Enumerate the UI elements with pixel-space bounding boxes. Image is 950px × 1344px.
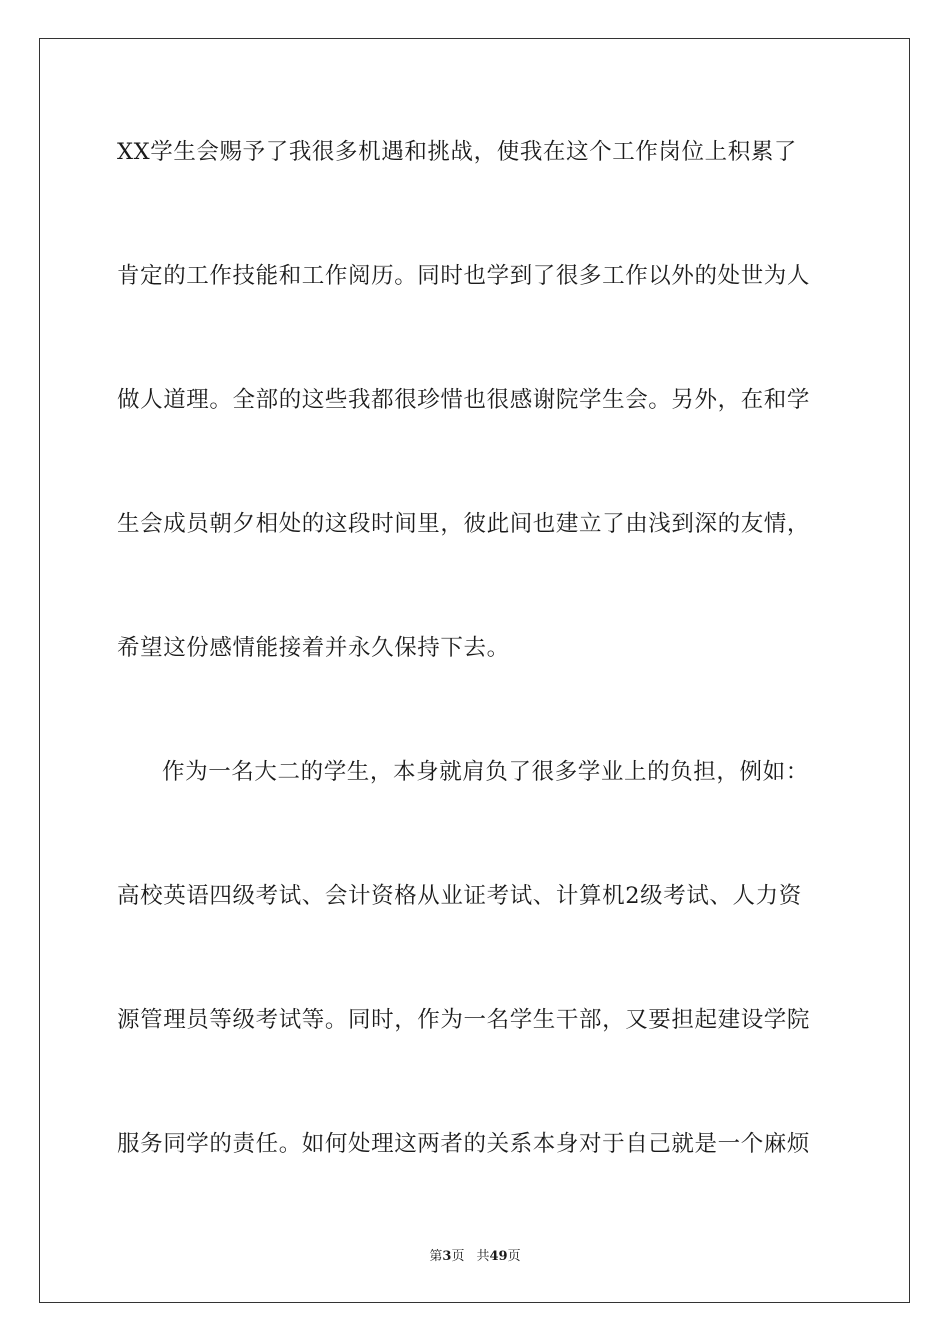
total-prefix: 共 <box>476 1249 490 1264</box>
paragraph-2-line-4: 服务同学的责任。如何处理这两者的关系本身对于自己就是一个麻烦 <box>117 1131 811 1157</box>
paragraph-1-line-2: 肯定的工作技能和工作阅历。同时也学到了很多工作以外的处世为人 <box>117 263 811 289</box>
paragraph-1-line-5: 希望这份感情能接着并永久保持下去。 <box>117 635 510 661</box>
paragraph-2-line-1: 作为一名大二的学生，本身就肩负了很多学业上的负担，例如： <box>162 759 809 785</box>
total-pages: 49 <box>489 1249 508 1264</box>
page-number: 3 <box>442 1249 452 1264</box>
paragraph-1-line-1: XX学生会赐予了我很多机遇和挑战，使我在这个工作岗位上积累了 <box>117 139 798 165</box>
page-prefix: 第 <box>429 1249 443 1264</box>
page-frame <box>39 38 910 1303</box>
page-footer <box>0 1248 950 1266</box>
total-suffix: 页 <box>507 1249 521 1264</box>
page-suffix: 页 <box>451 1249 465 1264</box>
paragraph-1-line-3: 做人道理。全部的这些我都很珍惜也很感谢院学生会。另外，在和学 <box>117 387 811 413</box>
paragraph-2-line-3: 源管理员等级考试等。同时，作为一名学生干部，又要担起建设学院 <box>117 1007 811 1033</box>
paragraph-2-line-2: 高校英语四级考试、会计资格从业证考试、计算机2级考试、人力资 <box>117 883 802 909</box>
paragraph-1-line-4: 生会成员朝夕相处的这段时间里，彼此间也建立了由浅到深的友情， <box>117 511 811 537</box>
